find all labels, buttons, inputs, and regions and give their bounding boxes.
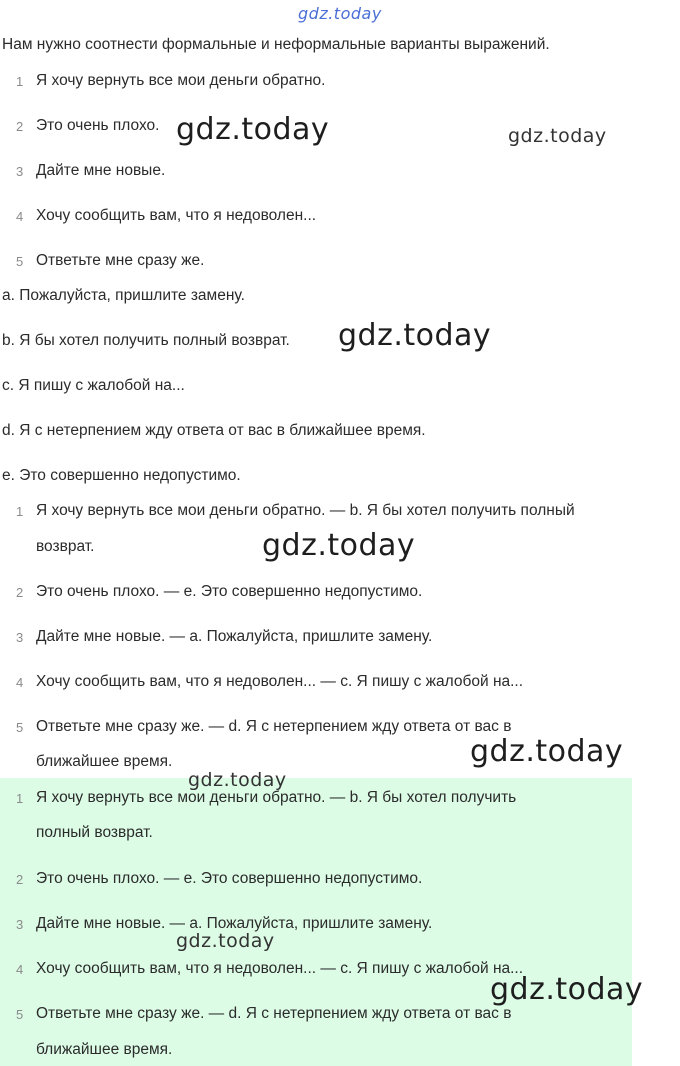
- list-item: Это очень плохо. — e. Это совершенно недопустимо.: [36, 583, 423, 600]
- watermark: gdz.today: [338, 318, 492, 353]
- list-number: 2: [16, 585, 24, 600]
- list-item: a. Пожалуйста, пришлите замену.: [2, 287, 245, 304]
- list-number: 5: [16, 720, 24, 735]
- list-number: 1: [16, 791, 24, 806]
- list-item: Хочу сообщить вам, что я недоволен... — c. Я пишу с жалобой на...: [36, 673, 524, 690]
- list-item: Ответьте мне сразу же. — d. Я с нетерпением жду ответа от вас в: [36, 1005, 512, 1022]
- list-item: ближайшее время.: [36, 1041, 173, 1058]
- watermark: gdz.today: [188, 769, 287, 791]
- list-item: Дайте мне новые.: [36, 162, 166, 179]
- watermark: gdz.today: [176, 930, 275, 952]
- list-item: возврат.: [36, 538, 95, 555]
- list-item: Это очень плохо. — e. Это совершенно недопустимо.: [36, 870, 423, 887]
- list-item: Дайте мне новые. — a. Пожалуйста, пришлите замену.: [36, 915, 433, 932]
- list-item: Я хочу вернуть все мои деньги обратно.: [36, 72, 326, 89]
- list-item: ближайшее время.: [36, 753, 173, 770]
- list-number: 4: [16, 209, 24, 224]
- list-number: 3: [16, 630, 24, 645]
- list-number: 1: [16, 504, 24, 519]
- list-item: Дайте мне новые. — a. Пожалуйста, пришлите замену.: [36, 628, 433, 645]
- list-number: 3: [16, 164, 24, 179]
- list-number: 4: [16, 675, 24, 690]
- list-item: c. Я пишу с жалобой на...: [2, 377, 185, 394]
- list-item: Хочу сообщить вам, что я недоволен...: [36, 207, 317, 224]
- list-item: b. Я бы хотел получить полный возврат.: [2, 332, 290, 349]
- list-item: e. Это совершенно недопустимо.: [2, 467, 241, 484]
- list-item: полный возврат.: [36, 824, 153, 841]
- list-number: 3: [16, 917, 24, 932]
- list-item: d. Я с нетерпением жду ответа от вас в ближайшее время.: [2, 422, 426, 439]
- watermark: gdz.today: [508, 125, 607, 147]
- watermark: gdz.today: [262, 528, 416, 563]
- list-item: Ответьте мне сразу же. — d. Я с нетерпением жду ответа от вас в: [36, 718, 512, 735]
- watermark-top: gdz.today: [298, 4, 382, 23]
- list-item: Ответьте мне сразу же.: [36, 252, 205, 269]
- list-number: 4: [16, 962, 24, 977]
- list-number: 2: [16, 872, 24, 887]
- list-item: Это очень плохо.: [36, 117, 160, 134]
- intro-text: Нам нужно соотнести формальные и неформальные варианты выражений.: [2, 36, 550, 53]
- list-number: 5: [16, 1007, 24, 1022]
- list-number: 1: [16, 74, 24, 89]
- watermark: gdz.today: [176, 112, 330, 147]
- watermark: gdz.today: [470, 734, 624, 769]
- watermark: gdz.today: [490, 972, 644, 1007]
- list-number: 2: [16, 119, 24, 134]
- list-item: Хочу сообщить вам, что я недоволен... — c. Я пишу с жалобой на...: [36, 960, 524, 977]
- list-item: Я хочу вернуть все мои деньги обратно. — b. Я бы хотел получить полный: [36, 502, 575, 519]
- list-item: Я хочу вернуть все мои деньги обратно. — b. Я бы хотел получить: [36, 789, 517, 806]
- list-number: 5: [16, 254, 24, 269]
